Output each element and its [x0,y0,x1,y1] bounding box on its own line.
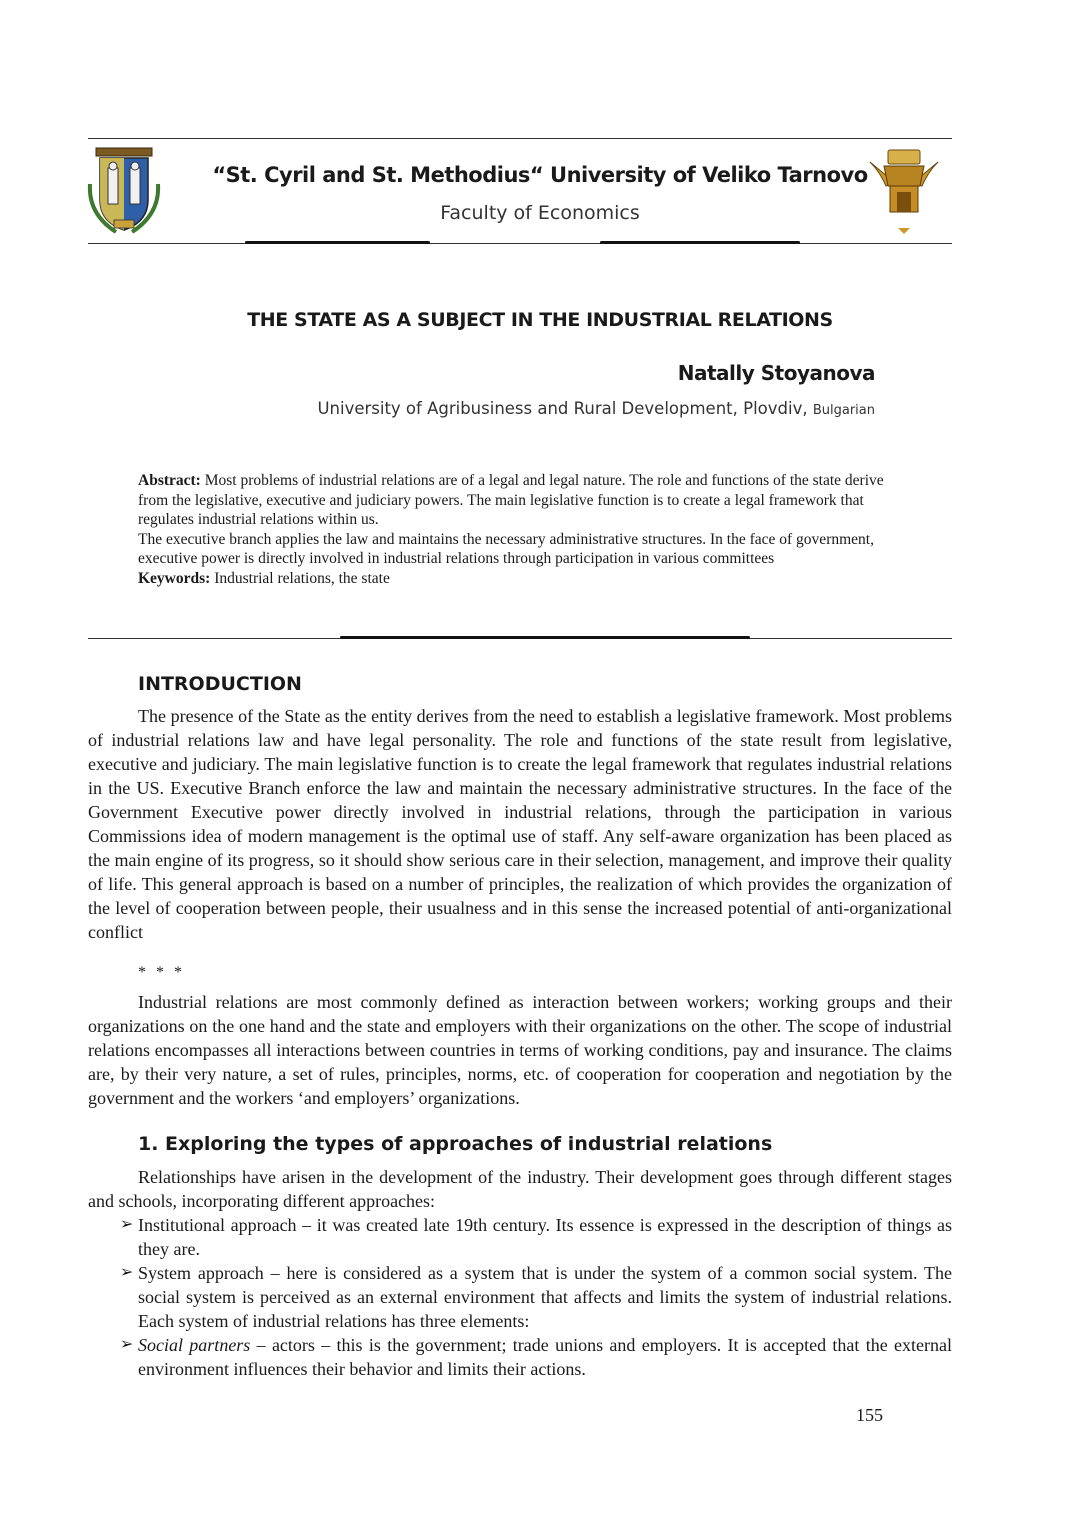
list-item: ➢ Institutional approach – it was created late 19th century. Its essence is expressed in the description of things as they are. [120,1215,952,1259]
abstract-block [138,471,904,588]
intro-para-1-text: The presence of the State as the entity derives from the need to establish a legislative framework. Most problems of industrial relations law and have legal personality. The role and functions of the state result from legislative, executive and judiciary. The main legislative function is to create the legal framework that regulates industrial relations in the US. Executive Branch enforce the law and maintain the necessary administrative structures. In the face of the Government Executive power directly involved in industrial relations, through the participation in various Commissions idea of modern management is the optimal use of staff. Any self-aware organization has been placed as the main engine of its progress, so it should show serious care in their selection, management, and improve their quality of life. This general approach is based on a number of principles, the realization of which provides the organization of the level of cooperation between people, their usualness and in this sense the increased potential of anti-organizational conflict [88,706,952,942]
header-accent-rule-right [600,241,800,244]
abstract-text-2: The executive branch applies the law and maintains the necessary administrative structures. In the face of government, executive power is directly involved in industrial relations through participation in various committees [138,530,874,567]
paper-title: THE STATE AS A SUBJECT IN THE INDUSTRIAL RELATIONS [247,309,833,331]
introduction-paragraph-2 [88,990,952,1110]
faculty-name: Faculty of Economics [440,202,640,224]
keywords-text: Industrial relations, the state [210,569,390,587]
approaches-list [120,1213,952,1381]
keywords-label: Keywords: [138,569,211,587]
affiliation-main: University of Agribusiness and Rural Development, Plovdiv, [317,399,808,418]
list-item: ➢ Social partners – actors – this is the government; trade unions and employers. It is accepted that the external environment influences their behavior and limits their actions. [120,1335,952,1379]
header-accent-rule-left [245,241,430,244]
header-top-rule [88,138,952,139]
intro-para-2-text: Industrial relations are most commonly defined as interaction between workers; working groups and their organizations on the one hand and the state and employers with their organizations on the other. The scope of industrial relations encompasses all interactions between countries in terms of working conditions, pay and insurance. The claims are, by their very nature, a set of rules, principles, norms, etc. of cooperation for cooperation and negotiation by the government and the workers ‘and employers’ organizations. [88,992,952,1108]
section-separator: * * * [138,964,185,981]
section-1-heading: 1. Exploring the types of approaches of industrial relations [138,1133,773,1155]
introduction-paragraph-1 [88,704,952,944]
section-1-para-text: Relationships have arisen in the development of the industry. Their development goes through different stages and schools, incorporating different approaches: [88,1167,952,1211]
section-1-paragraph [88,1165,952,1213]
author-name: Natally Stoyanova [677,361,875,385]
faculty-emblem-icon [866,142,942,242]
introduction-heading: INTRODUCTION [138,673,302,695]
page-number: 155 [856,1405,883,1425]
arrow-bullet-icon: ➢ [120,1216,134,1233]
abstract-accent-rule [340,636,750,639]
affiliation-country: Bulgarian [812,403,875,418]
header-bottom-rule [88,243,952,244]
abstract-text-1: Most problems of industrial relations are of a legal and legal nature. The role and functions of the state derive from the legislative, executive and judiciary powers. The main legislative function is to create a legal framework that regulates industrial relations within us. [138,472,884,528]
author-affiliation [317,399,875,418]
list-item: ➢ System approach – here is considered as a system that is under the system of a common social system. The social system is perceived as an external environment that affects and limits the system of industrial relations. Each system of industrial relations has three elements: [120,1263,952,1331]
abstract-label: Abstract: [138,472,201,489]
university-name: “St. Cyril and St. Methodius“ University of Veliko Tarnovo [212,163,868,187]
arrow-bullet-icon: ➢ [120,1336,134,1353]
arrow-bullet-icon: ➢ [120,1264,134,1281]
